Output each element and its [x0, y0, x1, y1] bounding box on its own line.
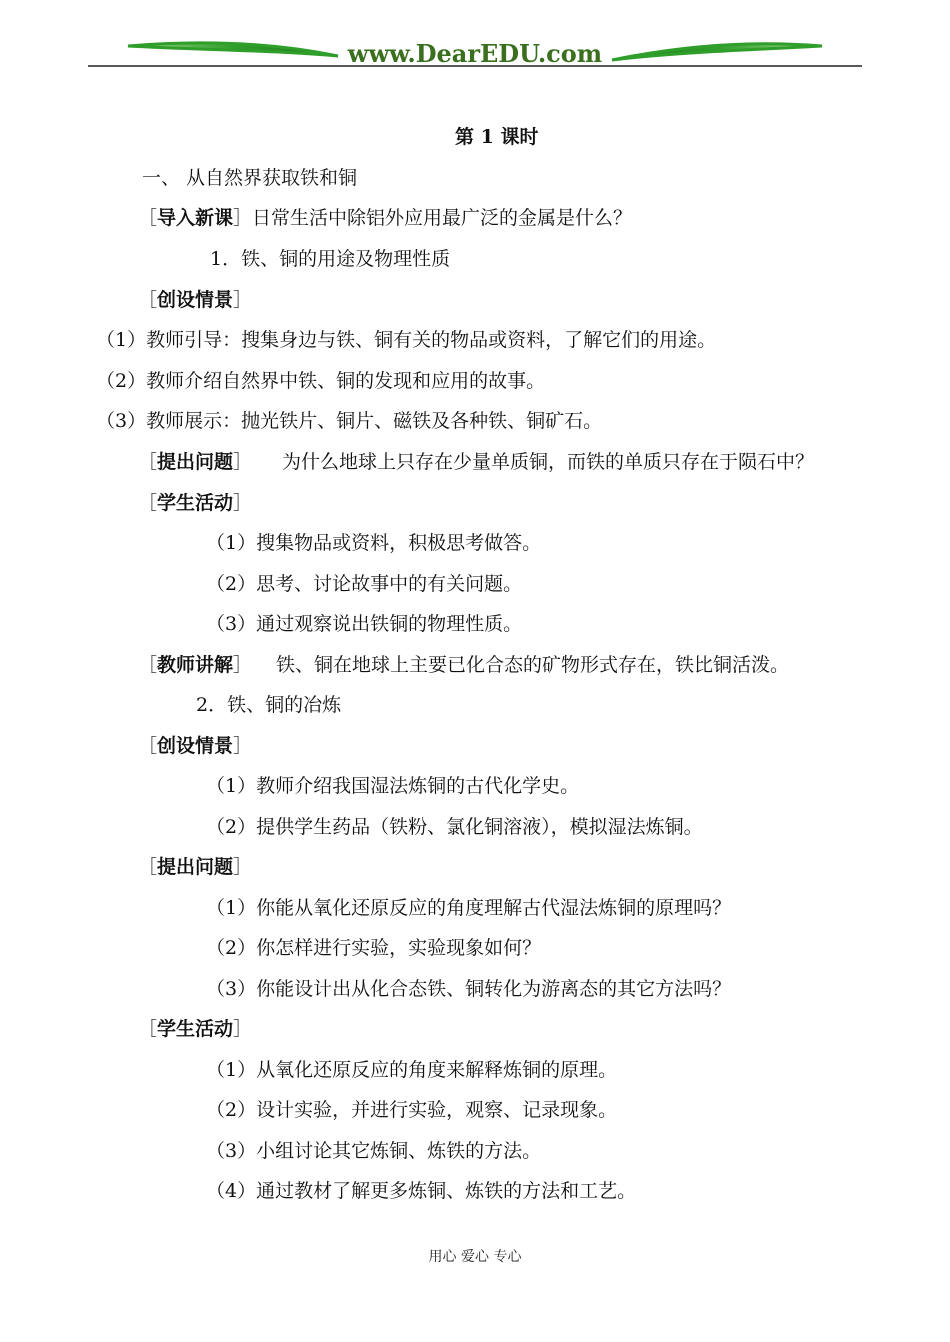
section-heading-1: 一、 从自然界获取铁和铜 [142, 167, 358, 189]
header-logo [0, 0, 950, 80]
list-item: （3）你能设计出从化合态铁、铜转化为游离态的其它方法吗？ [206, 978, 732, 1000]
logo-text: www.DearEDU.com [347, 39, 603, 68]
list-item: （2）提供学生药品（铁粉、氯化铜溶液），模拟湿法炼铜。 [206, 816, 703, 838]
list-item: （1）从氧化还原反应的角度来解释炼铜的原理。 [206, 1059, 618, 1081]
list-item: （2）思考、讨论故事中的有关问题。 [206, 573, 523, 595]
page-footer: 用心 爱心 专心 [428, 1249, 522, 1265]
list-item: （1）搜集物品或资料，积极思考做答。 [206, 532, 542, 554]
subsection-heading-2: 2．铁、铜的冶炼 [196, 694, 342, 716]
list-item: （3）通过观察说出铁铜的物理性质。 [206, 613, 523, 635]
list-item: （2）教师介绍自然界中铁、铜的发现和应用的故事。 [96, 370, 546, 392]
question2-heading: ［提出问题］ [138, 856, 253, 878]
list-item: （3）小组讨论其它炼铜、炼铁的方法。 [206, 1140, 542, 1162]
list-item: （1）你能从氧化还原反应的角度理解古代湿法炼铜的原理吗？ [206, 897, 732, 919]
page-title: 第 1 课时 [455, 126, 539, 148]
left-swoosh-icon [128, 43, 338, 56]
list-item: （4）通过教材了解更多炼铜、炼铁的方法和工艺。 [206, 1180, 637, 1202]
scene2-heading: ［创设情景］ [138, 735, 253, 757]
right-swoosh-icon [612, 44, 822, 60]
intro-label: 导入新课 [157, 207, 234, 229]
list-item: （2）你怎样进行实验，实验现象如何？ [206, 937, 542, 959]
intro-line: ［导入新课］日常生活中除铝外应用最广泛的金属是什么？ [138, 207, 633, 229]
list-item: （1）教师引导：搜集身边与铁、铜有关的物品或资料，了解它们的用途。 [96, 329, 717, 351]
list-item: （2）设计实验，并进行实验，观察、记录现象。 [206, 1099, 618, 1121]
header-banner [0, 0, 950, 80]
list-item: （3）教师展示：抛光铁片、铜片、磁铁及各种铁、铜矿石。 [96, 410, 603, 432]
subsection-heading-1: 1．铁、铜的用途及物理性质 [210, 248, 451, 270]
question1-line: ［提出问题］ 为什么地球上只存在少量单质铜，而铁的单质只存在于陨石中？ [138, 451, 815, 473]
explain1-line: ［教师讲解］ 铁、铜在地球上主要已化合态的矿物形式存在，铁比铜活泼。 [138, 654, 790, 676]
intro-text: 日常生活中除铝外应用最广泛的金属是什么？ [252, 207, 633, 229]
scene1-heading: ［创设情景］ [138, 289, 253, 311]
activity1-heading: ［学生活动］ [138, 492, 253, 514]
list-item: （1）教师介绍我国湿法炼铜的古代化学史。 [206, 775, 580, 797]
activity2-heading: ［学生活动］ [138, 1018, 253, 1040]
